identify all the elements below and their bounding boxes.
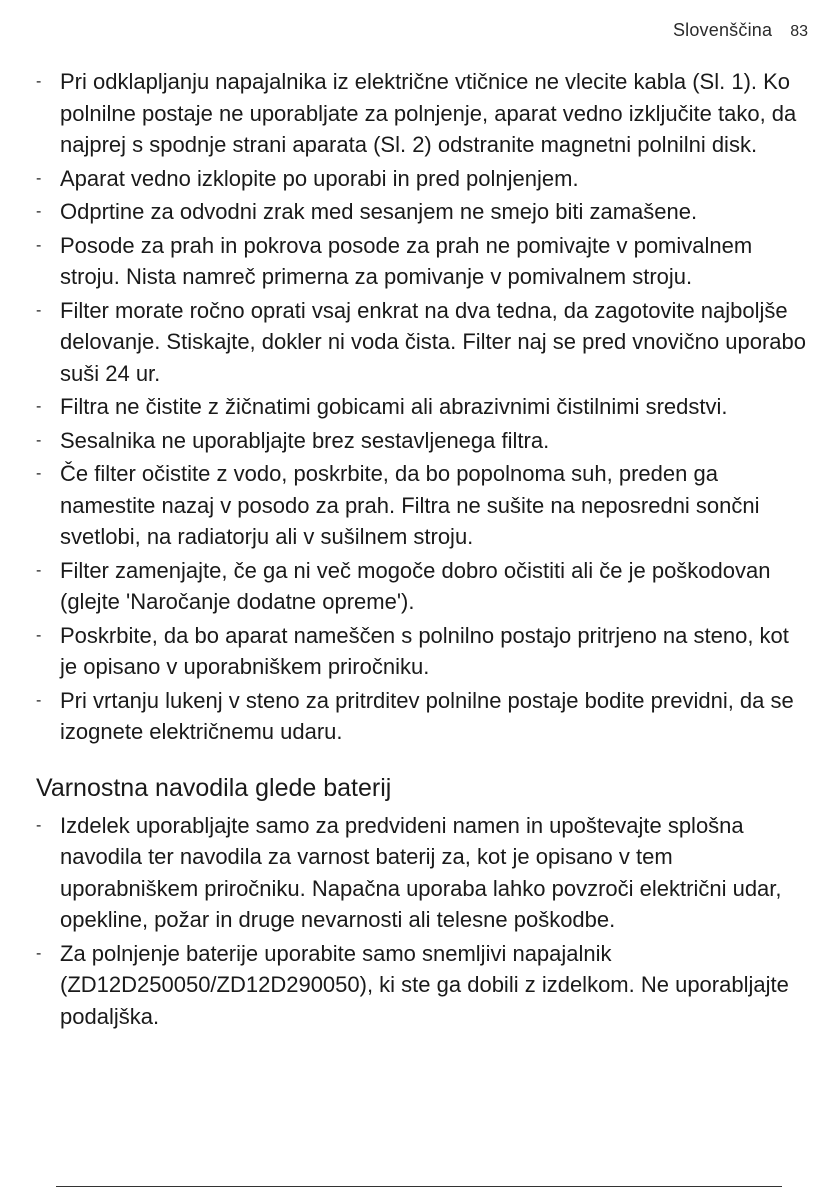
list-item-text: Filter zamenjajte, če ga ni več mogoče dobro očistiti ali če je poškodovan (glejte 'Naročanje dodatne opreme'). (60, 557, 771, 614)
bullet-dash: - (36, 73, 42, 90)
list-item-text: Izdelek uporabljajte samo za predvideni namen in upoštevajte splošna navodila ter navodila za varnost baterij za, kot je opisano v tem uporabniškem priročniku. Napačna uporaba lahko povzroči električni udar, opekline, požar in druge nevarnosti ali telesne poškodbe. (60, 812, 782, 932)
list-item (36, 295, 808, 390)
bullet-dash: - (36, 691, 42, 709)
list-item-text: Poskrbite, da bo aparat nameščen s polnilno postajo pritrjeno na steno, kot je opisano v uporabniškem priročniku. (60, 622, 789, 679)
page-number: 83 (790, 23, 808, 40)
list-item-text: Pri odklapljanju napajalnika iz električne vtičnice ne vlecite kabla (Sl. 1). Ko polnilne postaje ne uporabljate za polnjenje, aparat vedno izključite tako, da najprej s spodnje strani aparata (Sl. 2) odstranite magnetni polnilni disk. (60, 69, 797, 157)
list-item (36, 425, 808, 457)
list-item (36, 620, 808, 683)
list-item (36, 938, 808, 1033)
bullet-dash: - (36, 236, 42, 254)
bullet-dash: - (36, 465, 42, 482)
list-item-text: Filter morate ročno oprati vsaj enkrat na dva tedna, da zagotovite najboljše delovanje. Stiskajte, dokler ni voda čista. Filter naj se pred vnovično uporabo suši 24 ur. (60, 297, 806, 386)
bullet-dash: - (36, 816, 42, 834)
list-item-text: Za polnjenje baterije uporabite samo snemljivi napajalnik (ZD12D250050/ZD12D290050), ki ste ga dobili z izdelkom. Ne uporabljajte podaljška. (60, 940, 789, 1029)
list-item-text: Pri vrtanju lukenj v steno za pritrditev polnilne postaje bodite previdni, da se izognete električnemu udaru. (60, 687, 794, 744)
battery-safety-heading: Varnostna navodila glede baterij (36, 773, 392, 802)
bullet-dash: - (36, 169, 42, 187)
bullet-dash: - (36, 561, 42, 579)
list-item-text: Posode za prah in pokrova posode za prah ne pomivajte v pomivalnem stroju. Nista namreč primerna za pomivanje v pomivalnem stroju. (60, 232, 753, 289)
list-item-text: Filtra ne čistite z žičnatimi gobicami ali abrazivnimi čistilnimi sredstvi. (60, 394, 728, 419)
bullet-dash: - (36, 398, 42, 415)
list-item-text: Aparat vedno izklopite po uporabi in pred polnjenjem. (60, 165, 579, 191)
battery-safety-list (36, 810, 808, 1033)
list-item (36, 391, 808, 423)
list-item (36, 196, 808, 228)
safety-list (36, 66, 808, 748)
bullet-dash: - (36, 626, 42, 644)
list-item-text: Sesalnika ne uporabljajte brez sestavljenega filtra. (60, 427, 550, 453)
bullet-dash: - (36, 301, 42, 319)
footer-divider (56, 1186, 782, 1187)
language-label: Slovenščina (672, 20, 773, 40)
list-item (36, 458, 808, 553)
bullet-dash: - (36, 203, 42, 220)
list-item-text: Če filter očistite z vodo, poskrbite, da bo popolnoma suh, preden ga namestite nazaj v posodo za prah. Filtra ne sušite na neposredni sončni svetlobi, na radiatorju ali v sušilnem stroju. (60, 461, 760, 549)
list-item (36, 163, 808, 195)
list-item (36, 810, 808, 936)
list-item (36, 230, 808, 293)
page-content (36, 66, 808, 1034)
bullet-dash: - (36, 431, 42, 449)
list-item-text: Odprtine za odvodni zrak med sesanjem ne smejo biti zamašene. (60, 199, 698, 224)
list-item (36, 66, 808, 161)
list-item (36, 685, 808, 748)
list-item (36, 555, 808, 618)
page-header (673, 20, 808, 41)
bullet-dash: - (36, 944, 42, 962)
